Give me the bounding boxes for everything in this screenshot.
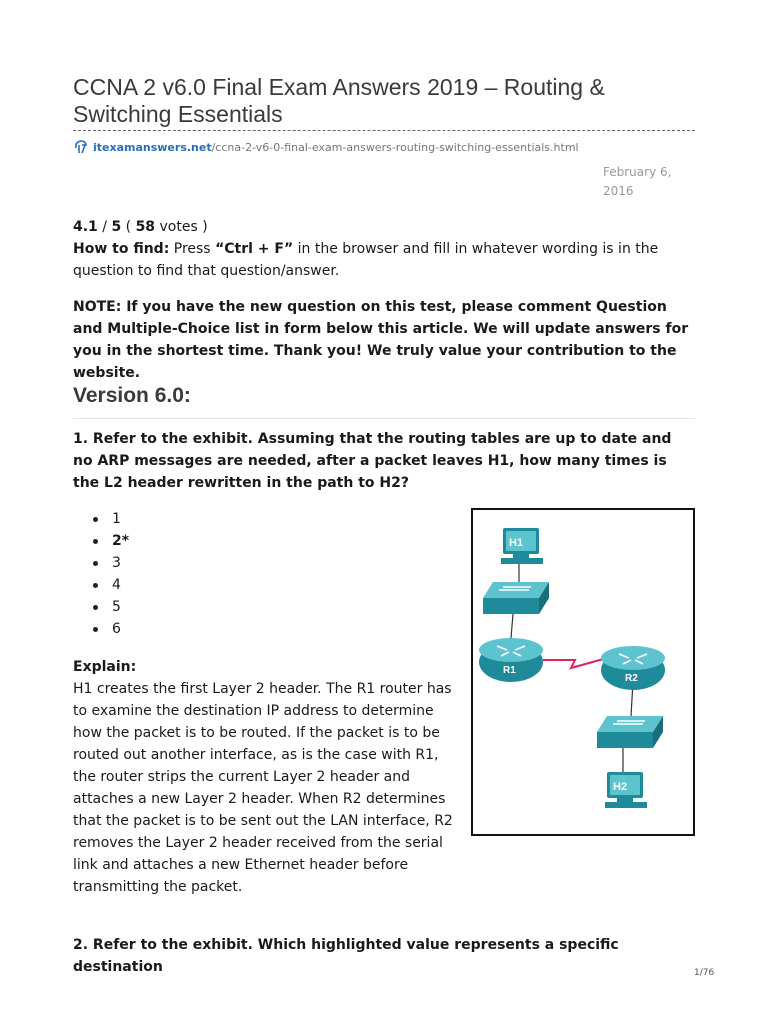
- switch-1-icon: [483, 582, 549, 614]
- link-switch-r1: [511, 614, 513, 638]
- how-to-pre: Press: [173, 241, 211, 257]
- option-item: 5: [93, 596, 129, 618]
- label-h2: H2: [613, 781, 628, 793]
- version-heading: Version 6.0:: [73, 384, 191, 407]
- question-2-text: 2. Refer to the exhibit. Which highlighted value represents a specific destination: [73, 937, 619, 975]
- option-item: 4: [93, 574, 129, 596]
- source-domain: itexamanswers.net: [93, 140, 212, 154]
- router-r1-icon: [479, 638, 543, 682]
- note-text: NOTE: If you have the new question on this test, please comment Question and Multiple-Choice list in form below this article. We will update answers for you in the shortest time. Thank you! We truly value your contribution to the website.: [73, 299, 689, 381]
- pc-h2-icon: [605, 772, 647, 808]
- router-r2-icon: [601, 646, 665, 690]
- source-path: /ccna-2-v6-0-final-exam-answers-routing-switching-essentials.html: [211, 140, 579, 154]
- how-to-label: How to find:: [73, 241, 170, 257]
- explain-text: H1 creates the first Layer 2 header. The R1 router has to examine the destination IP address to determine how the packet is to be routed. If the packet is to be routed out another interface, as is the case with R1, the router strips the current Layer 2 header and attaches a new Layer 2 header. When R2 determines that the packet is to be sent out the LAN interface, R2 removes the Layer 2 header received from the serial link and attaches a new Ethernet header before transmitting the packet.: [73, 681, 453, 895]
- rating-max: 5: [111, 219, 122, 235]
- rating-votes-label: votes: [159, 219, 198, 235]
- option-item: 1: [93, 508, 129, 530]
- question-1-text: 1. Refer to the exhibit. Assuming that the routing tables are up to date and no ARP messages are needed, after a packet leaves H1, how many times is the L2 header rewritten in the path to H2?: [73, 431, 672, 491]
- label-r1: R1: [503, 665, 516, 676]
- network-diagram: [473, 510, 693, 834]
- version-divider: [73, 418, 695, 419]
- how-to-keys: “Ctrl + F”: [215, 241, 294, 257]
- title-divider: [73, 130, 695, 131]
- option-item-correct: 2*: [93, 530, 129, 552]
- pc-h1-icon: [501, 528, 543, 564]
- option-item: 3: [93, 552, 129, 574]
- label-r2: R2: [625, 673, 638, 684]
- page-number: 1/76: [694, 968, 715, 978]
- source-url[interactable]: [73, 139, 579, 155]
- page-title: CCNA 2 v6.0 Final Exam Answers 2019 – Routing & Switching Essentials: [73, 74, 605, 127]
- option-item: 6: [93, 618, 129, 640]
- explain-heading: Explain:: [73, 659, 137, 675]
- label-h1: H1: [509, 537, 524, 549]
- rating: 4.1 / 5 ( 58 votes ): [73, 219, 208, 235]
- post-date: February 6, 2016: [603, 165, 672, 198]
- network-exhibit: [471, 508, 695, 836]
- rating-votes: 58: [135, 219, 156, 235]
- question-1-options: [93, 508, 129, 640]
- switch-2-icon: [597, 716, 663, 748]
- how-to-find: [73, 238, 693, 282]
- site-logo-icon: [73, 139, 89, 155]
- how-to-post: in the browser and fill in whatever wording is in the question to find that question/answer.: [73, 241, 659, 279]
- rating-score: 4.1: [73, 219, 98, 235]
